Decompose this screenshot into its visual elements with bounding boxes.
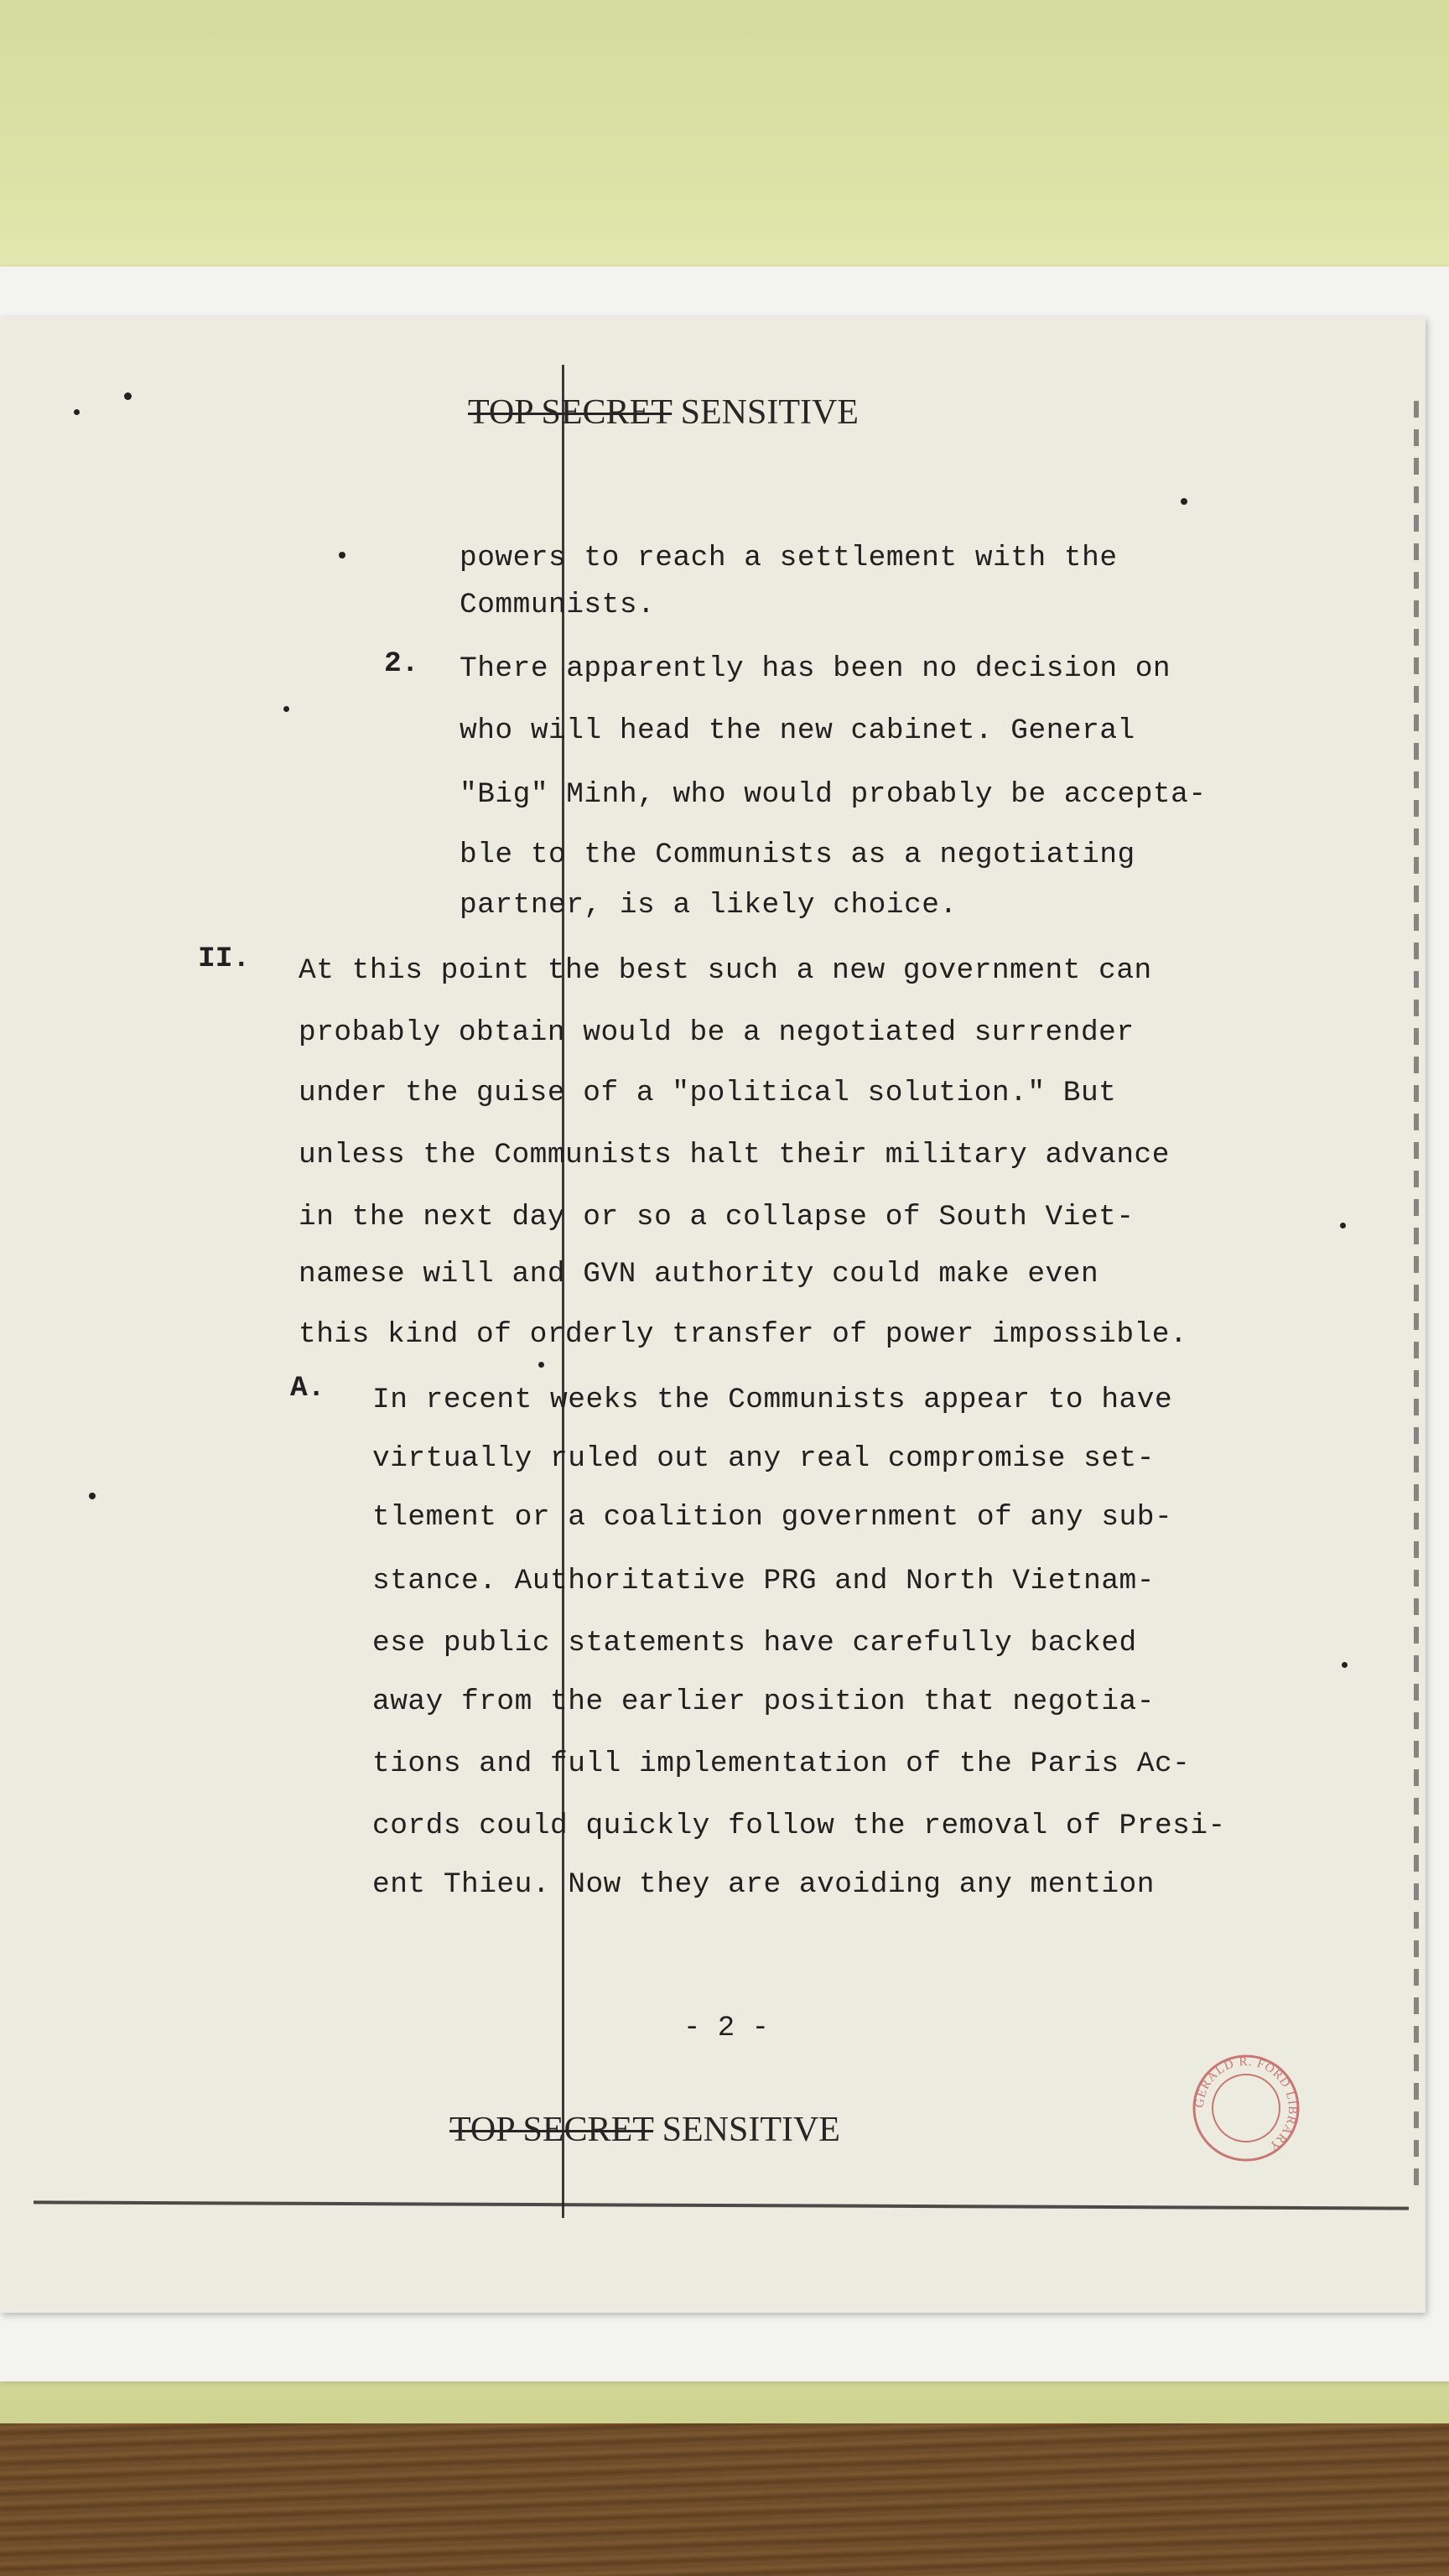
item-marker: 2. — [384, 647, 419, 680]
ink-speck — [339, 552, 345, 558]
item-marker: A. — [290, 1372, 325, 1405]
folder-background — [0, 0, 1449, 277]
classification-label: SENSITIVE — [680, 393, 859, 432]
text-line: in the next day or so a collapse of South Viet- — [299, 1201, 1135, 1233]
page-number: - 2 - — [683, 2012, 770, 2044]
struck-classification: TOP SECRET — [449, 2111, 654, 2149]
library-stamp-icon — [1189, 2051, 1303, 2165]
classification-footer — [449, 2110, 840, 2150]
text-line: namese will and GVN authority could make even — [299, 1258, 1099, 1291]
text-line: stance. Authoritative PRG and North Vietnam- — [372, 1565, 1155, 1597]
text-line: away from the earlier position that negotia- — [372, 1685, 1155, 1718]
ink-speck — [124, 392, 132, 400]
text-line: ble to the Communists as a negotiating — [460, 839, 1135, 871]
text-line: "Big" Minh, who would probably be accepta- — [460, 778, 1207, 811]
page-edge-marks — [1414, 401, 1419, 2195]
text-line: who will head the new cabinet. General — [460, 714, 1135, 747]
text-line: In recent weeks the Communists appear to have — [372, 1384, 1173, 1416]
wooden-table — [0, 2423, 1449, 2576]
text-line: virtually ruled out any real compromise set- — [372, 1442, 1155, 1475]
classification-header — [468, 392, 859, 433]
ink-speck — [1181, 498, 1187, 505]
ink-speck — [1340, 1223, 1346, 1228]
text-line: tions and full implementation of the Paris Ac- — [372, 1748, 1191, 1780]
text-line: cords could quickly follow the removal of Presi- — [372, 1810, 1226, 1842]
text-line: partner, is a likely choice. — [460, 889, 958, 922]
ink-speck — [538, 1362, 544, 1368]
svg-text:GERALD R. FORD LIBRARY — [1193, 2055, 1299, 2153]
text-line: under the guise of a "political solution." But — [299, 1077, 1117, 1109]
text-line: this kind of orderly transfer of power impossible. — [299, 1318, 1188, 1351]
classification-label: SENSITIVE — [662, 2111, 840, 2149]
text-line: unless the Communists halt their military advance — [299, 1139, 1170, 1171]
text-line: probably obtain would be a negotiated surrender — [299, 1016, 1135, 1049]
text-line: tlement or a coalition government of any sub- — [372, 1501, 1173, 1534]
text-line: At this point the best such a new government can — [299, 954, 1152, 987]
ink-speck — [89, 1493, 96, 1499]
text-line: powers to reach a settlement with the — [460, 542, 1118, 574]
ink-speck — [1342, 1662, 1348, 1668]
struck-classification: TOP SECRET — [468, 393, 673, 432]
text-line: ent Thieu. Now they are avoiding any mention — [372, 1868, 1155, 1901]
stamp-text: GERALD R. FORD LIBRARY — [1192, 2054, 1300, 2153]
text-line: Communists. — [460, 589, 656, 621]
text-line: ese public statements have carefully backed — [372, 1627, 1137, 1659]
text-line: There apparently has been no decision on — [460, 652, 1171, 685]
fold-line — [562, 365, 564, 2218]
section-marker: II. — [198, 943, 251, 975]
ink-speck — [283, 706, 289, 712]
ink-speck — [74, 409, 80, 415]
